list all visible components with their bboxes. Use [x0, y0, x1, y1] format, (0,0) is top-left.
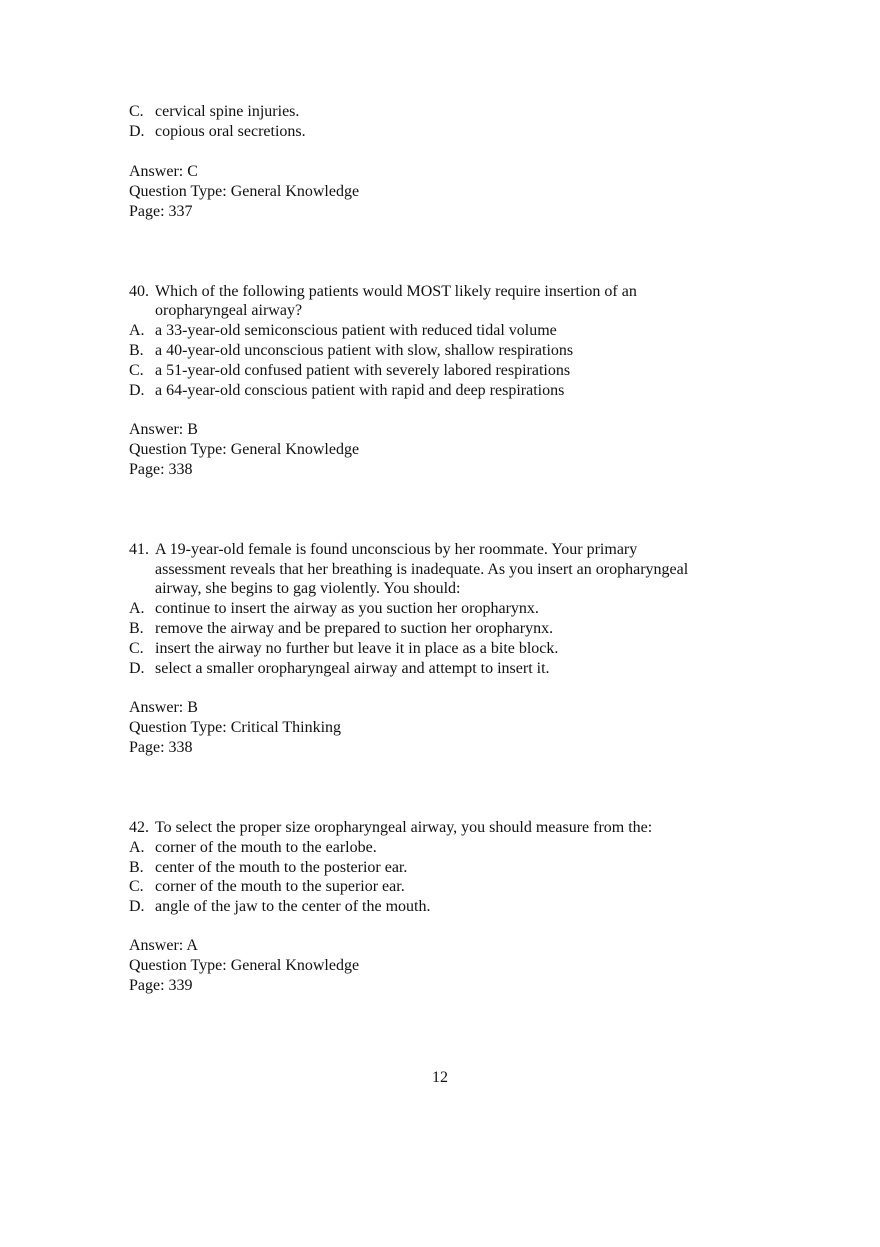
question-type-line: Question Type: General Knowledge — [129, 183, 360, 200]
option-d: D. copious oral secretions. — [129, 123, 306, 140]
option-a: A. a 33-year-old semiconscious patient with reduced tidal volume — [129, 322, 557, 339]
question-number: 40. — [129, 283, 149, 300]
question-type-line: Question Type: General Knowledge — [129, 441, 360, 458]
page-ref-line: Page: 339 — [129, 977, 193, 994]
question-number: 42. — [129, 819, 149, 836]
question-type-line: Question Type: Critical Thinking — [129, 719, 342, 736]
option-d: D. angle of the jaw to the center of the mouth. — [129, 898, 431, 915]
question-number: 41. — [129, 541, 149, 558]
page-number: 12 — [432, 1069, 448, 1086]
option-a: A. continue to insert the airway as you suction her oropharynx. — [129, 600, 539, 617]
question-stem: 42. To select the proper size oropharyngeal airway, you should measure from the: — [129, 819, 653, 836]
answer-line: Answer: B — [129, 699, 198, 716]
option-c: C. a 51-year-old confused patient with severely labored respirations — [129, 362, 571, 379]
answer-line: Answer: C — [129, 163, 198, 180]
option-d: D. a 64-year-old conscious patient with rapid and deep respirations — [129, 382, 565, 399]
question-type-line: Question Type: General Knowledge — [129, 957, 360, 974]
answer-line: Answer: B — [129, 421, 198, 438]
option-c: C. cervical spine injuries. — [129, 103, 300, 120]
page-ref-line: Page: 337 — [129, 203, 193, 220]
option-b: B. remove the airway and be prepared to suction her oropharynx. — [129, 620, 554, 637]
answer-line: Answer: A — [129, 937, 198, 954]
question-stem: 40. Which of the following patients would MOST likely require insertion of an — [129, 283, 637, 300]
option-c: C. corner of the mouth to the superior ear. — [129, 878, 405, 895]
option-b: B. center of the mouth to the posterior ear. — [129, 859, 408, 876]
question-stem-continued: oropharyngeal airway? — [155, 302, 303, 319]
question-stem-continued: assessment reveals that her breathing is inadequate. As you insert an oropharyngeal — [155, 561, 689, 578]
option-a: A. corner of the mouth to the earlobe. — [129, 839, 377, 856]
option-d: D. select a smaller oropharyngeal airway and attempt to insert it. — [129, 660, 550, 677]
question-stem-continued: airway, she begins to gag violently. You should: — [155, 580, 461, 597]
page-ref-line: Page: 338 — [129, 461, 193, 478]
page-ref-line: Page: 338 — [129, 739, 193, 756]
option-c: C. insert the airway no further but leave it in place as a bite block. — [129, 640, 559, 657]
question-stem: 41. A 19-year-old female is found unconscious by her roommate. Your primary — [129, 541, 638, 558]
option-b: B. a 40-year-old unconscious patient with slow, shallow respirations — [129, 342, 574, 359]
